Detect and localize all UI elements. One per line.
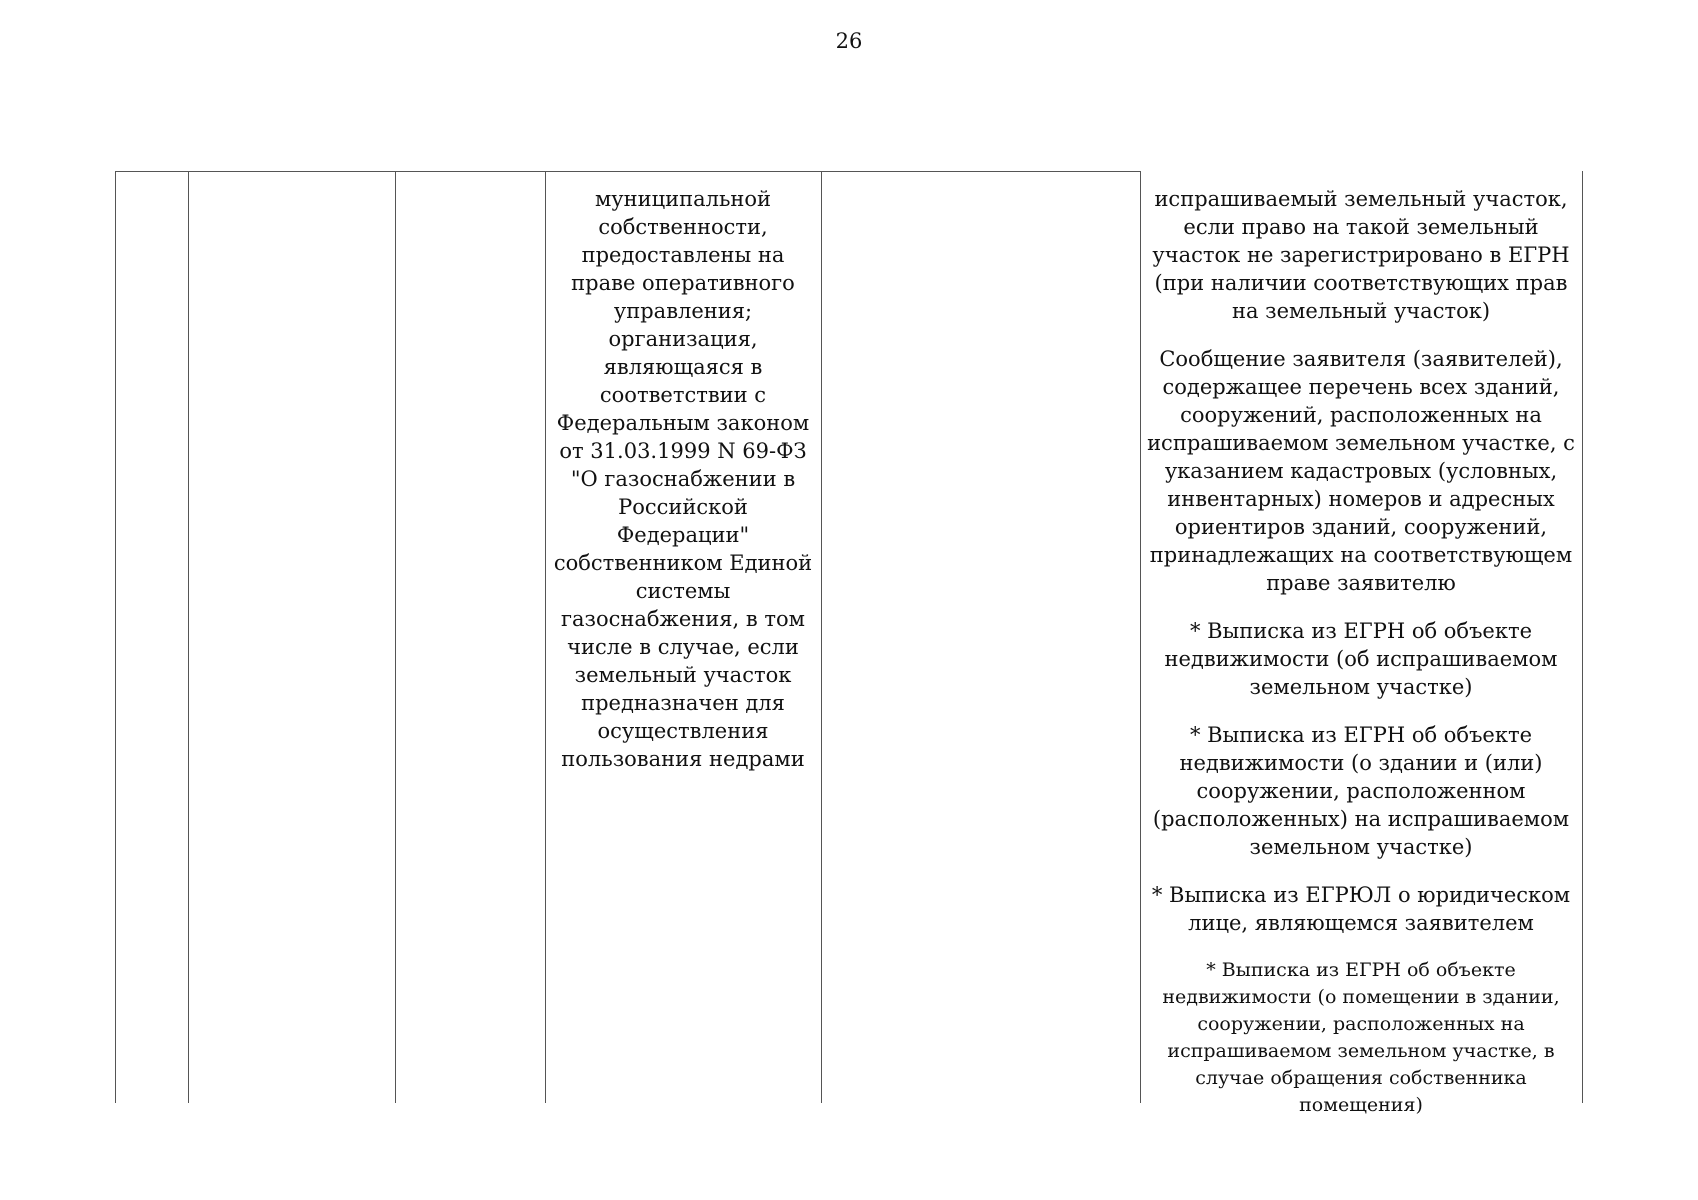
table-cell-column-4 [545,171,821,1103]
document-requirement: * Выписка из ЕГРЮЛ о юридическом лице, являющемся заявителем [1151,883,1571,935]
table-cell-column-3 [395,171,545,1103]
table-cell-column-1 [115,171,188,1103]
document-requirement: * Выписка из ЕГРН об объекте недвижимости (о помещении в здании, сооружении, расположенных на испрашиваемом земельном участке, в случае обращения собственника помещения) [1162,959,1560,1116]
document-requirement: Сообщение заявителя (заявителей), содержащее перечень всех зданий, сооружений, расположенных на испрашиваемом земельном участке, с указанием кадастровых (условных, инвентарных) номеров и адресных ориентиров зданий, сооружений, принадлежащих на соответствующем праве заявителю [1147,347,1575,595]
table-cell-column-2 [188,171,395,1103]
document-table [115,171,1583,1116]
document-requirement: * Выписка из ЕГРН об объекте недвижимости (об испрашиваемом земельном участке) [1164,619,1558,699]
page-number: 26 [835,29,863,53]
table-cell-column-6 [1140,171,1582,1116]
document-requirement: * Выписка из ЕГРН об объекте недвижимости (о здании и (или) сооружении, расположенном (расположенных) на испрашиваемом земельном участке) [1152,723,1570,859]
table-cell-column-5 [821,171,1140,1103]
table-border-right [1582,171,1583,1103]
document-requirement: испрашиваемый земельный участок, если право на такой земельный участок не зарегистрировано в ЕГРН (при наличии соответствующих прав на земельный участок) [1152,187,1570,323]
applicant-description: муниципальной собственности, предоставлены на праве оперативного управления; организация, являющаяся в соответствии с Федеральным законом от 31.03.1999 N 69-ФЗ "О газоснабжении в Российской Федерации" собственником Единой системы газоснабжения, в том числе в случае, если земельный участок предназначен для осуществления пользования недрами [553,187,813,771]
